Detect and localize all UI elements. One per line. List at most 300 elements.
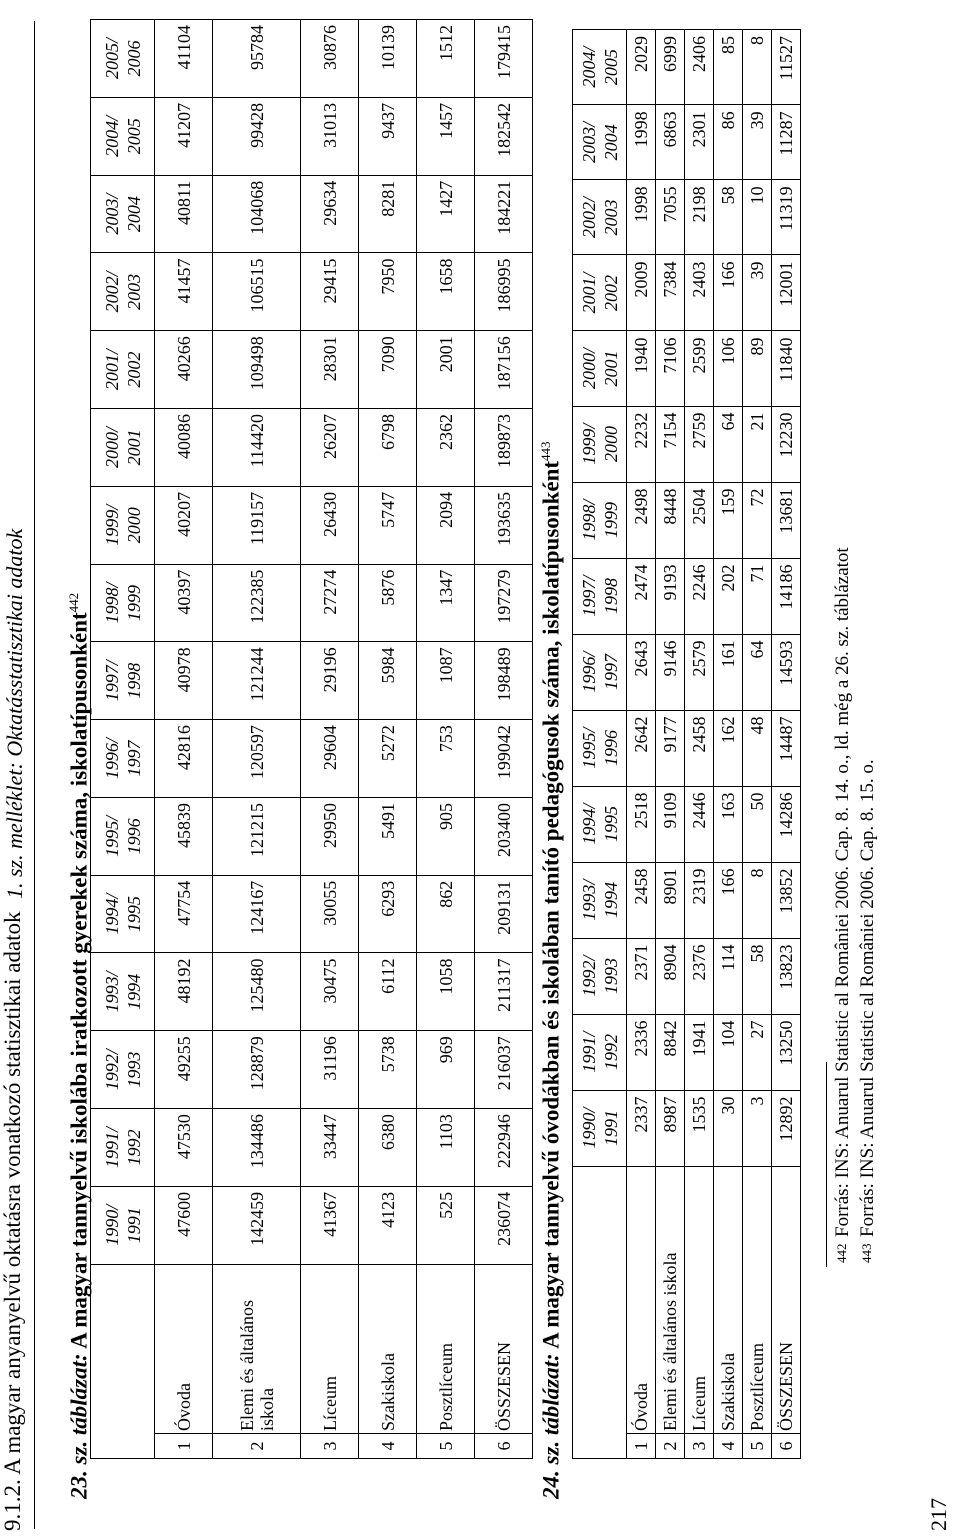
value-cell: 40397 — [155, 564, 213, 642]
table-row — [301, 20, 359, 1459]
year-end: 2001 — [600, 350, 621, 387]
value-cell: 193635 — [475, 486, 533, 564]
value-cell: 45839 — [155, 797, 213, 875]
table-row — [213, 20, 301, 1459]
year-header — [91, 97, 155, 175]
year-header — [573, 482, 627, 558]
footnote-442 — [830, 547, 855, 1263]
value-cell: 162 — [714, 710, 743, 786]
table1-caption — [60, 593, 94, 1499]
value-cell: 753 — [417, 720, 475, 798]
year-header — [91, 331, 155, 409]
value-cell: 525 — [417, 1186, 475, 1264]
footnote-rule — [826, 1062, 827, 1267]
value-cell: 163 — [714, 786, 743, 862]
value-cell: 2759 — [685, 406, 714, 482]
value-cell: 13681 — [772, 482, 801, 558]
year-start: 1992/ — [101, 1049, 122, 1091]
value-cell: 31196 — [301, 1031, 359, 1109]
value-cell: 128879 — [213, 1031, 301, 1109]
footnote-text: Forrás: INS: Anuarul Statistic al României 2006. Cap. 8. 15. o. — [857, 759, 878, 1237]
value-cell: 2599 — [685, 331, 714, 406]
year-start: 1995/ — [101, 815, 122, 857]
year-start: 1993/ — [101, 971, 122, 1013]
year-start: 2004/ — [101, 115, 122, 157]
value-cell: 186995 — [475, 253, 533, 331]
value-cell: 1427 — [417, 175, 475, 253]
year-end: 1993 — [123, 1051, 144, 1088]
year-start: 1997/ — [578, 575, 599, 617]
value-cell: 40978 — [155, 642, 213, 720]
value-cell: 58 — [743, 938, 772, 1014]
value-cell: 64 — [743, 634, 772, 710]
value-cell: 13250 — [772, 1014, 801, 1090]
value-cell: 104068 — [213, 175, 301, 253]
row-label: Elemi és általános iskola — [213, 1264, 301, 1433]
value-cell: 41367 — [301, 1186, 359, 1264]
value-cell: 1998 — [627, 105, 656, 180]
value-cell: 10139 — [359, 20, 417, 98]
value-cell: 1058 — [417, 953, 475, 1031]
value-cell: 969 — [417, 1031, 475, 1109]
value-cell: 124167 — [213, 875, 301, 953]
footnote-number: 442 — [834, 1243, 849, 1263]
value-cell: 122385 — [213, 564, 301, 642]
table1-caption-label: 23. sz. táblázat: — [66, 1353, 92, 1499]
value-cell: 5738 — [359, 1031, 417, 1109]
value-cell: 6798 — [359, 409, 417, 487]
value-cell: 862 — [417, 875, 475, 953]
table-row — [155, 20, 213, 1459]
row-index: 1 — [627, 1434, 656, 1459]
row-index: 3 — [685, 1434, 714, 1459]
year-header — [573, 30, 627, 105]
value-cell: 13852 — [772, 862, 801, 938]
value-cell: 29196 — [301, 642, 359, 720]
value-cell: 2094 — [417, 486, 475, 564]
row-label: ÖSSZESEN — [772, 1166, 801, 1433]
value-cell: 184221 — [475, 175, 533, 253]
year-end: 2005 — [123, 118, 144, 155]
year-start: 1994/ — [578, 803, 599, 845]
value-cell: 11319 — [772, 180, 801, 255]
year-end: 1996 — [600, 730, 621, 767]
value-cell: 99428 — [213, 97, 301, 175]
year-header — [573, 938, 627, 1014]
row-index: 5 — [743, 1434, 772, 1459]
year-start: 1996/ — [101, 738, 122, 780]
value-cell: 7106 — [656, 331, 685, 406]
value-cell: 31013 — [301, 97, 359, 175]
value-cell: 179415 — [475, 20, 533, 98]
year-end: 1995 — [600, 806, 621, 843]
value-cell: 14286 — [772, 786, 801, 862]
year-end: 1998 — [600, 578, 621, 615]
year-end: 2003 — [600, 199, 621, 236]
year-header — [573, 710, 627, 786]
value-cell: 2246 — [685, 558, 714, 634]
value-cell: 6112 — [359, 953, 417, 1031]
value-cell: 2403 — [685, 255, 714, 331]
year-end: 1999 — [600, 502, 621, 539]
year-end: 1994 — [600, 882, 621, 919]
value-cell: 905 — [417, 797, 475, 875]
year-header — [573, 1090, 627, 1166]
year-end: 1998 — [123, 662, 144, 699]
value-cell: 26430 — [301, 486, 359, 564]
year-start: 2004/ — [578, 46, 599, 88]
value-cell: 7055 — [656, 180, 685, 255]
table-row — [685, 30, 714, 1459]
year-end: 2001 — [123, 429, 144, 466]
year-end: 1997 — [123, 740, 144, 777]
value-cell: 30 — [714, 1090, 743, 1166]
year-end: 1994 — [123, 973, 144, 1010]
value-cell: 209131 — [475, 875, 533, 953]
year-end: 2000 — [123, 507, 144, 544]
year-start: 1992/ — [578, 955, 599, 997]
value-cell: 2498 — [627, 482, 656, 558]
value-cell: 30475 — [301, 953, 359, 1031]
value-cell: 47530 — [155, 1109, 213, 1187]
value-cell: 11527 — [772, 30, 801, 105]
value-cell: 72 — [743, 482, 772, 558]
value-cell: 2001 — [417, 331, 475, 409]
value-cell: 166 — [714, 255, 743, 331]
row-index: 4 — [359, 1434, 417, 1459]
year-start: 1994/ — [101, 893, 122, 935]
value-cell: 2009 — [627, 255, 656, 331]
value-cell: 2446 — [685, 786, 714, 862]
value-cell: 33447 — [301, 1109, 359, 1187]
row-label: Líceum — [301, 1264, 359, 1433]
value-cell: 2474 — [627, 558, 656, 634]
table-row — [359, 20, 417, 1459]
value-cell: 49255 — [155, 1031, 213, 1109]
year-end: 1991 — [123, 1207, 144, 1244]
year-header — [91, 20, 155, 98]
value-cell: 8 — [743, 30, 772, 105]
row-label: ÖSSZESEN — [475, 1264, 533, 1433]
table1-caption-text: A magyar tannyelvű iskolába iratkozott gyerekek száma, iskolatípusonként — [66, 612, 92, 1354]
year-header — [91, 1186, 155, 1264]
value-cell: 1940 — [627, 331, 656, 406]
value-cell: 2319 — [685, 862, 714, 938]
page-number: 217 — [926, 1498, 951, 1531]
row-index: 4 — [714, 1434, 743, 1459]
value-cell: 8904 — [656, 938, 685, 1014]
year-end: 1992 — [600, 1034, 621, 1071]
value-cell: 2232 — [627, 406, 656, 482]
value-cell: 6863 — [656, 105, 685, 180]
value-cell: 119157 — [213, 486, 301, 564]
value-cell: 10 — [743, 180, 772, 255]
corner-cell — [91, 1264, 155, 1458]
year-start: 2002/ — [101, 271, 122, 313]
value-cell: 1103 — [417, 1109, 475, 1187]
year-end: 2004 — [600, 124, 621, 161]
value-cell: 41457 — [155, 253, 213, 331]
value-cell: 2362 — [417, 409, 475, 487]
value-cell: 29415 — [301, 253, 359, 331]
table2-caption-label: 24. sz. táblázat: — [538, 1353, 564, 1499]
value-cell: 9146 — [656, 634, 685, 710]
year-start: 2002/ — [578, 196, 599, 238]
value-cell: 8842 — [656, 1014, 685, 1090]
value-cell: 120597 — [213, 720, 301, 798]
value-cell: 14593 — [772, 634, 801, 710]
row-label: Szakiskola — [359, 1264, 417, 1433]
year-header — [91, 175, 155, 253]
year-header — [573, 1014, 627, 1090]
year-header — [573, 558, 627, 634]
value-cell: 50 — [743, 786, 772, 862]
value-cell: 2643 — [627, 634, 656, 710]
row-label: Posztlíceum — [743, 1166, 772, 1433]
value-cell: 166 — [714, 862, 743, 938]
value-cell: 1087 — [417, 642, 475, 720]
table1-header-row — [91, 20, 155, 1459]
value-cell: 71 — [743, 558, 772, 634]
value-cell: 203400 — [475, 797, 533, 875]
year-header — [91, 253, 155, 331]
value-cell: 8987 — [656, 1090, 685, 1166]
value-cell: 2458 — [627, 862, 656, 938]
table1-caption-sup: 442 — [66, 592, 81, 613]
value-cell: 8281 — [359, 175, 417, 253]
year-header — [91, 720, 155, 798]
year-header — [91, 953, 155, 1031]
value-cell: 6380 — [359, 1109, 417, 1187]
value-cell: 47754 — [155, 875, 213, 953]
year-end: 2004 — [123, 196, 144, 233]
value-cell: 222946 — [475, 1109, 533, 1187]
value-cell: 1998 — [627, 180, 656, 255]
value-cell: 12892 — [772, 1090, 801, 1166]
value-cell: 14487 — [772, 710, 801, 786]
value-cell: 2301 — [685, 105, 714, 180]
year-start: 1997/ — [101, 660, 122, 702]
value-cell: 5984 — [359, 642, 417, 720]
value-cell: 2198 — [685, 180, 714, 255]
value-cell: 5272 — [359, 720, 417, 798]
table-row — [417, 20, 475, 1459]
row-index: 2 — [656, 1434, 685, 1459]
footnotes — [830, 547, 880, 1263]
value-cell: 8448 — [656, 482, 685, 558]
value-cell: 2579 — [685, 634, 714, 710]
year-header — [573, 255, 627, 331]
value-cell: 12001 — [772, 255, 801, 331]
value-cell: 39 — [743, 105, 772, 180]
value-cell: 8901 — [656, 862, 685, 938]
value-cell: 2337 — [627, 1090, 656, 1166]
value-cell: 41207 — [155, 97, 213, 175]
value-cell: 7384 — [656, 255, 685, 331]
value-cell: 39 — [743, 255, 772, 331]
footnote-text: Forrás: INS: Anuarul Statistic al României 2006. Cap. 8. 14. o., ld. még a 26. sz. táblázatot — [832, 547, 853, 1237]
footnote-443 — [855, 547, 880, 1263]
year-header — [573, 786, 627, 862]
year-header — [91, 486, 155, 564]
row-index: 6 — [475, 1434, 533, 1459]
value-cell: 64 — [714, 406, 743, 482]
year-header — [573, 105, 627, 180]
value-cell: 85 — [714, 30, 743, 105]
value-cell: 202 — [714, 558, 743, 634]
value-cell: 41104 — [155, 20, 213, 98]
year-end: 2000 — [600, 426, 621, 463]
value-cell: 5491 — [359, 797, 417, 875]
year-header — [91, 642, 155, 720]
year-header — [573, 634, 627, 710]
row-label: Elemi és általános iskola — [656, 1166, 685, 1433]
year-start: 2003/ — [578, 121, 599, 163]
value-cell: 182542 — [475, 97, 533, 175]
table-row — [627, 30, 656, 1459]
value-cell: 1347 — [417, 564, 475, 642]
year-end: 2006 — [123, 40, 144, 77]
corner-cell — [573, 1166, 627, 1458]
value-cell: 114 — [714, 938, 743, 1014]
value-cell: 2406 — [685, 30, 714, 105]
table-row — [475, 20, 533, 1459]
year-start: 2003/ — [101, 193, 122, 235]
table-row — [656, 30, 685, 1459]
value-cell: 29604 — [301, 720, 359, 798]
value-cell: 26207 — [301, 409, 359, 487]
value-cell: 2504 — [685, 482, 714, 558]
value-cell: 40811 — [155, 175, 213, 253]
value-cell: 5876 — [359, 564, 417, 642]
value-cell: 30055 — [301, 875, 359, 953]
value-cell: 2336 — [627, 1014, 656, 1090]
value-cell: 9109 — [656, 786, 685, 862]
table1-body — [155, 20, 533, 1459]
value-cell: 199042 — [475, 720, 533, 798]
value-cell: 161 — [714, 634, 743, 710]
value-cell: 187156 — [475, 331, 533, 409]
year-header — [91, 1031, 155, 1109]
value-cell: 106 — [714, 331, 743, 406]
value-cell: 42816 — [155, 720, 213, 798]
value-cell: 27 — [743, 1014, 772, 1090]
value-cell: 1457 — [417, 97, 475, 175]
value-cell: 197279 — [475, 564, 533, 642]
year-header — [573, 331, 627, 406]
value-cell: 7090 — [359, 331, 417, 409]
year-header — [91, 797, 155, 875]
row-label: Óvoda — [155, 1264, 213, 1433]
row-index: 6 — [772, 1434, 801, 1459]
value-cell: 40086 — [155, 409, 213, 487]
year-end: 2003 — [123, 273, 144, 310]
value-cell: 13823 — [772, 938, 801, 1014]
value-cell: 2376 — [685, 938, 714, 1014]
footnote-number: 443 — [859, 1243, 874, 1263]
year-header — [91, 875, 155, 953]
year-header — [91, 409, 155, 487]
value-cell: 40207 — [155, 486, 213, 564]
year-start: 1999/ — [578, 423, 599, 465]
row-label: Posztlíceum — [417, 1264, 475, 1433]
value-cell: 86 — [714, 105, 743, 180]
year-start: 2001/ — [578, 272, 599, 314]
row-index: 2 — [213, 1434, 301, 1459]
value-cell: 47600 — [155, 1186, 213, 1264]
year-end: 1991 — [600, 1110, 621, 1147]
value-cell: 12230 — [772, 406, 801, 482]
value-cell: 109498 — [213, 331, 301, 409]
value-cell: 216037 — [475, 1031, 533, 1109]
value-cell: 48 — [743, 710, 772, 786]
year-start: 2001/ — [101, 349, 122, 391]
year-start: 1998/ — [578, 499, 599, 541]
section-title: 9.1.2. A magyar anyanyelvű oktatásra vonatkozó statisztikai adatok — [0, 911, 25, 1531]
value-cell: 2371 — [627, 938, 656, 1014]
table-row — [743, 30, 772, 1459]
value-cell: 3 — [743, 1090, 772, 1166]
value-cell: 142459 — [213, 1186, 301, 1264]
value-cell: 121244 — [213, 642, 301, 720]
year-start: 1998/ — [101, 582, 122, 624]
value-cell: 6293 — [359, 875, 417, 953]
year-header — [573, 406, 627, 482]
year-start: 1995/ — [578, 727, 599, 769]
year-start: 1993/ — [578, 879, 599, 921]
value-cell: 89 — [743, 331, 772, 406]
table1-enrollment — [90, 19, 533, 1459]
year-start: 2005/ — [101, 37, 122, 79]
value-cell: 21 — [743, 406, 772, 482]
value-cell: 121215 — [213, 797, 301, 875]
value-cell: 11840 — [772, 331, 801, 406]
year-header — [573, 180, 627, 255]
value-cell: 14186 — [772, 558, 801, 634]
value-cell: 7950 — [359, 253, 417, 331]
value-cell: 189873 — [475, 409, 533, 487]
year-end: 1995 — [123, 896, 144, 933]
header-rule — [34, 21, 35, 1529]
value-cell: 30876 — [301, 20, 359, 98]
year-header — [91, 564, 155, 642]
value-cell: 211317 — [475, 953, 533, 1031]
value-cell: 95784 — [213, 20, 301, 98]
value-cell: 198489 — [475, 642, 533, 720]
table2-header-row — [573, 30, 627, 1459]
running-header: 1. sz. melléklet: Oktatásstatisztikai adatok — [2, 528, 27, 899]
year-end: 1999 — [123, 584, 144, 621]
year-end: 1993 — [600, 958, 621, 995]
value-cell: 106515 — [213, 253, 301, 331]
value-cell: 11287 — [772, 105, 801, 180]
value-cell: 134486 — [213, 1109, 301, 1187]
value-cell: 29950 — [301, 797, 359, 875]
value-cell: 2642 — [627, 710, 656, 786]
row-label: Líceum — [685, 1166, 714, 1433]
value-cell: 2458 — [685, 710, 714, 786]
table2-caption-text: A magyar tannyelvű óvodákban és iskolában tanító pedagógusok száma, iskolatípusonként — [538, 460, 564, 1354]
year-end: 1997 — [600, 654, 621, 691]
year-header — [91, 1109, 155, 1187]
year-start: 1990/ — [578, 1107, 599, 1149]
value-cell: 5747 — [359, 486, 417, 564]
value-cell: 7154 — [656, 406, 685, 482]
year-start: 1999/ — [101, 504, 122, 546]
value-cell: 9177 — [656, 710, 685, 786]
year-start: 2000/ — [101, 426, 122, 468]
value-cell: 27274 — [301, 564, 359, 642]
